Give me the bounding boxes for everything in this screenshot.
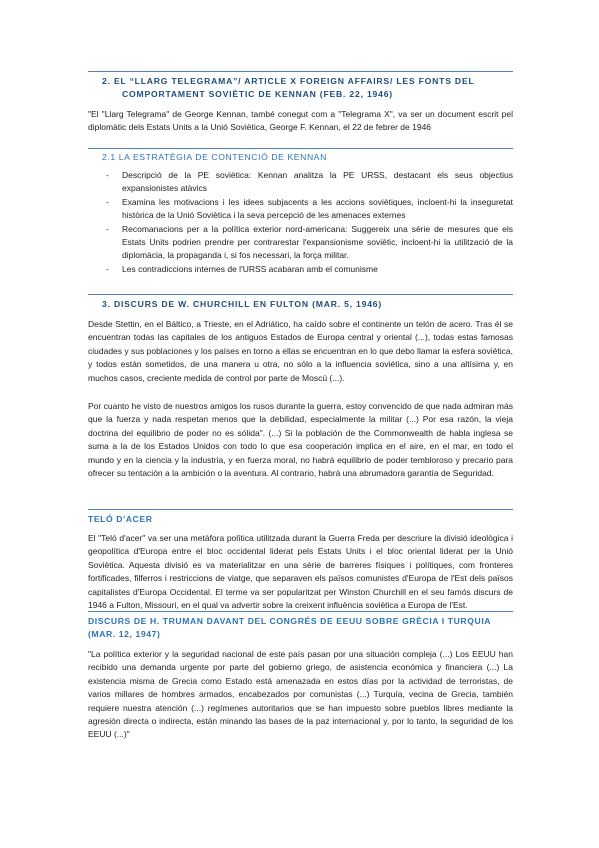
list-item: - Examina les motivacions i les idees subjacents a les accions soviètiques, incloent-hi la inseguretat històrica de la Unió Soviètica i la seva percepció de les amenaces externes [106, 196, 513, 221]
section-2-intro: "El "Llarg Telegrama" de George Kennan, també conegut com a "Telegrama X", va ser un document escrit pel diplomàtic dels Estats Units a la Unió Soviètica, George F. Kennan, el 22 de febrer de 1946 [88, 109, 513, 133]
section-2-heading [102, 75, 512, 101]
truman-heading: DISCURS DE H. TRUMAN DAVANT DEL CONGRÉS DE EEUU SOBRE GRÈCIA I TURQUIA (MAR. 12, 1947) [88, 616, 491, 639]
section-rule [88, 148, 513, 149]
section-rule [88, 71, 513, 72]
section-rule [88, 294, 513, 295]
section-rule [88, 509, 513, 510]
list-item: - Recomanacions per a la política exterior nord-americana: Suggereix una sèrie de mesures que els Estats Units podrien prendre per contrarestar l'expansionisme soviètic, incloent-hi la utilització de la diplomàcia, la propaganda i, si fos necessari, la força militar. [106, 223, 513, 261]
truman-paragraph: "La política exterior y la seguridad nacional de este país pasan por una situación compleja (...) Los EEUU han recibido una demanda urgente por parte del gobierno griego, de asistencia económica y financiera (...) La existencia misma de Grecia como Estado está amenazada en estos días por la actividad de terroristas, de varios millares de hombres armados, encabezados por comunistas (...) Turquía, vecina de Grecia, también requiere nuestra atención (...) regímenes autoritarios que se han impuesto sobre pueblos libres mediante la agresión directa o indirecta, están minando las bases de la paz internacional y, por lo tanto, la seguridad de los EEUU (...)" [88, 649, 513, 740]
list-item: - Les contradiccions internes de l'URSS acabaran amb el comunisme [106, 263, 378, 274]
kennan-list [106, 169, 513, 276]
section-rule [88, 611, 513, 612]
section-2-1-heading: 2.1 LA ESTRATÈGIA DE CONTENCIÓ DE KENNAN [102, 152, 327, 162]
telo-paragraph: El "Teló d'acer" va ser una metàfora política utilitzada durant la Guerra Freda per descriure la divisió ideològica i geopolítica d'Europa entre el bloc occidental liderat pels Estats Units i el bloc oriental liderat per la Unió Soviètica. Aquesta divisió es va materialitzar en una sèrie de barreres físiques i polítiques, com fronteres fortificades, filferros i restriccions de viatge, que separaven els països comunistes d'Europa de l'Est dels països capitalistes d'Europa Occidental. El terme va ser popularitzat per Winston Churchill en el seu famós discurs de 1946 a Fulton, Missouri, en el qual va advertir sobre la creixent influència soviètica a Europa de l'Est. [88, 533, 513, 611]
section-3-heading: 3. DISCURS DE W. CHURCHILL EN FULTON (MAR. 5, 1946) [102, 299, 383, 309]
churchill-paragraph-2: Por cuanto he visto de nuestros amigos los rusos durante la guerra, estoy convencido de que nada admiran más que la fuerza y nada respetan menos que la debilidad, especialmente la militar (...) Por esa razón, la vieja doctrina del equilibrio de poder no es sólida". (...) Si la población de the Commonwealth de habla inglesa se suma a la de los Estados Unidos con todo lo que esa cooperación implica en el aire, en el mar, en todo el mundo y en la ciencia y la industria, y en fuerza moral, no habrá equilibrio de poder tembloroso y precario para ofrecer su tentación a la ambición o la aventura. Al contrario, habrá una abrumadora garantía de Seguridad. [88, 401, 513, 479]
telo-heading: TELÓ D'ACER [88, 514, 153, 524]
list-item: - Descripció de la PE soviètica: Kennan analitza la PE URSS, destacant els seus objectius expansionistes atàvics [106, 170, 513, 194]
churchill-paragraph-1: Desde Stettin, en el Báltico, a Trieste, en el Adriático, ha caído sobre el continente un telón de acero. Tras él se encuentran todas las capitales de los antiguos Estados de Europa central y oriental (...), todas estas famosas ciudades y sus poblaciones y los países en torno a ellas se encuentran en lo que debo llamar la esfera soviética, y todos están sometidos, de una manera u otra, no sólo a la influencia soviética, sino a una altísima y, en muchos casos, creciente medida de control por parte de Moscú (...). [88, 319, 513, 383]
section-2-heading-line2: COMPORTAMENT SOVIÈTIC DE KENNAN (FEB. 22, 1946) [122, 89, 393, 99]
section-2-heading-line1: 2. EL “LLARG TELEGRAMA”/ ARTICLE X FOREIGN AFFAIRS/ LES FONTS DEL [102, 76, 475, 86]
